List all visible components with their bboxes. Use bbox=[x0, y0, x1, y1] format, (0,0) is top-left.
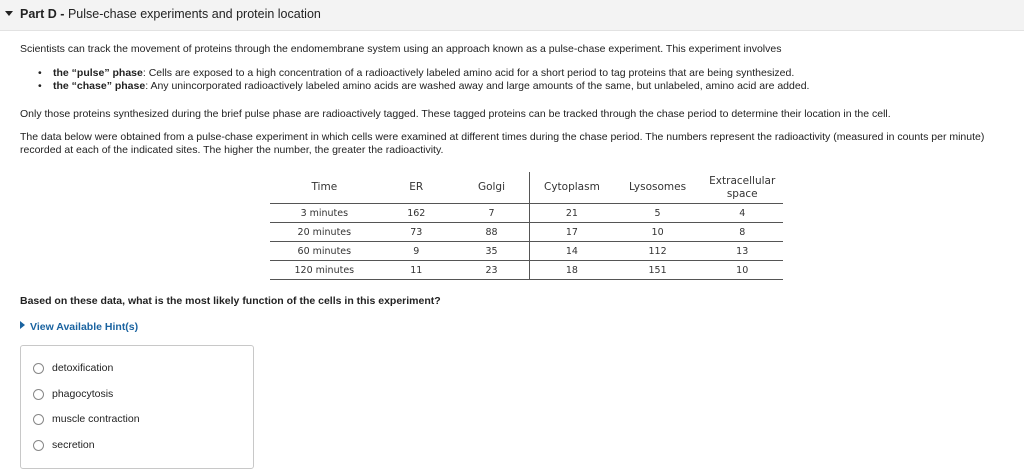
option-phagocytosis[interactable] bbox=[33, 386, 113, 402]
table-cell: 112 bbox=[614, 242, 702, 261]
table-cell: 20 minutes bbox=[270, 223, 379, 242]
table-row bbox=[270, 261, 783, 280]
table-cell: 35 bbox=[454, 242, 530, 261]
column-header: Time bbox=[270, 172, 379, 204]
radio-button[interactable] bbox=[33, 440, 44, 451]
option-muscle-contraction[interactable] bbox=[33, 411, 140, 427]
table-row bbox=[270, 223, 783, 242]
collapse-arrow-icon[interactable] bbox=[5, 11, 13, 16]
table-cell: 13 bbox=[701, 242, 783, 261]
option-label[interactable]: secretion bbox=[52, 439, 95, 451]
phase-list bbox=[38, 67, 998, 93]
table-cell: 5 bbox=[614, 204, 702, 223]
table-row bbox=[270, 204, 783, 223]
hints-label[interactable]: View Available Hint(s) bbox=[30, 321, 139, 333]
table-header-row bbox=[270, 172, 783, 204]
option-label[interactable]: phagocytosis bbox=[52, 388, 114, 400]
column-header: Golgi bbox=[454, 172, 530, 204]
table-cell: 11 bbox=[379, 261, 454, 280]
bullet-term: the “chase” phase bbox=[53, 80, 146, 92]
column-header: Lysosomes bbox=[614, 172, 702, 204]
table-cell: 14 bbox=[530, 242, 614, 261]
bullet-text: : Cells are exposed to a high concentration of a radioactively labeled amino acid for a short period to tag proteins that are being synthesized. bbox=[142, 67, 795, 79]
list-item bbox=[38, 67, 998, 80]
table-cell: 120 minutes bbox=[270, 261, 379, 280]
question-prompt: Based on these data, what is the most likely function of the cells in this experiment? bbox=[20, 295, 441, 307]
option-detoxification[interactable] bbox=[33, 360, 113, 376]
part-header[interactable] bbox=[0, 0, 1024, 31]
option-label[interactable]: detoxification bbox=[52, 362, 114, 374]
table-cell: 4 bbox=[701, 204, 783, 223]
table-cell: 23 bbox=[454, 261, 530, 280]
table-cell: 18 bbox=[530, 261, 614, 280]
table-cell: 151 bbox=[614, 261, 702, 280]
radio-button[interactable] bbox=[33, 363, 44, 374]
table-cell: 73 bbox=[379, 223, 454, 242]
column-header: Cytoplasm bbox=[530, 172, 614, 204]
table-cell: 17 bbox=[530, 223, 614, 242]
table-cell: 7 bbox=[454, 204, 530, 223]
expand-arrow-icon[interactable] bbox=[20, 321, 25, 329]
view-hints-link[interactable] bbox=[20, 321, 138, 333]
part-title bbox=[20, 7, 321, 21]
table-cell: 10 bbox=[701, 261, 783, 280]
table-cell: 8 bbox=[701, 223, 783, 242]
radioactivity-table bbox=[270, 172, 783, 280]
radio-button[interactable] bbox=[33, 389, 44, 400]
part-title-text: Pulse-chase experiments and protein location bbox=[67, 7, 321, 21]
table-cell: 21 bbox=[530, 204, 614, 223]
table-cell: 3 minutes bbox=[270, 204, 379, 223]
option-label[interactable]: muscle contraction bbox=[52, 413, 140, 425]
table-cell: 9 bbox=[379, 242, 454, 261]
data-description-paragraph: The data below were obtained from a pulse-chase experiment in which cells were examined at different times during the chase period. The numbers represent the radioactivity (measured in counts per minute) recorded at each of the indicated sites. The higher the number, the greater the radioactivity. bbox=[20, 131, 985, 156]
table-cell: 60 minutes bbox=[270, 242, 379, 261]
radio-button[interactable] bbox=[33, 414, 44, 425]
tagging-paragraph: Only those proteins synthesized during the brief pulse phase are radioactively tagged. These tagged proteins can be tracked through the chase period to determine their location in the cell. bbox=[20, 108, 891, 120]
table-cell: 162 bbox=[379, 204, 454, 223]
bullet-text: : Any unincorporated radioactively labeled amino acids are washed away and large amounts of the same, but unlabeled, amino acid are added. bbox=[145, 80, 810, 92]
table-cell: 88 bbox=[454, 223, 530, 242]
list-item bbox=[38, 80, 998, 93]
bullet-term: the “pulse” phase bbox=[53, 67, 143, 79]
option-secretion[interactable] bbox=[33, 437, 95, 453]
column-header: Extracellular space bbox=[701, 172, 783, 204]
table-cell: 10 bbox=[614, 223, 702, 242]
column-header: ER bbox=[379, 172, 454, 204]
table-row bbox=[270, 242, 783, 261]
intro-paragraph: Scientists can track the movement of proteins through the endomembrane system using an approach known as a pulse-chase experiment. This experiment involves bbox=[20, 43, 782, 55]
part-separator: - bbox=[56, 7, 68, 21]
answer-options bbox=[20, 345, 254, 469]
part-label: Part D bbox=[20, 7, 57, 21]
